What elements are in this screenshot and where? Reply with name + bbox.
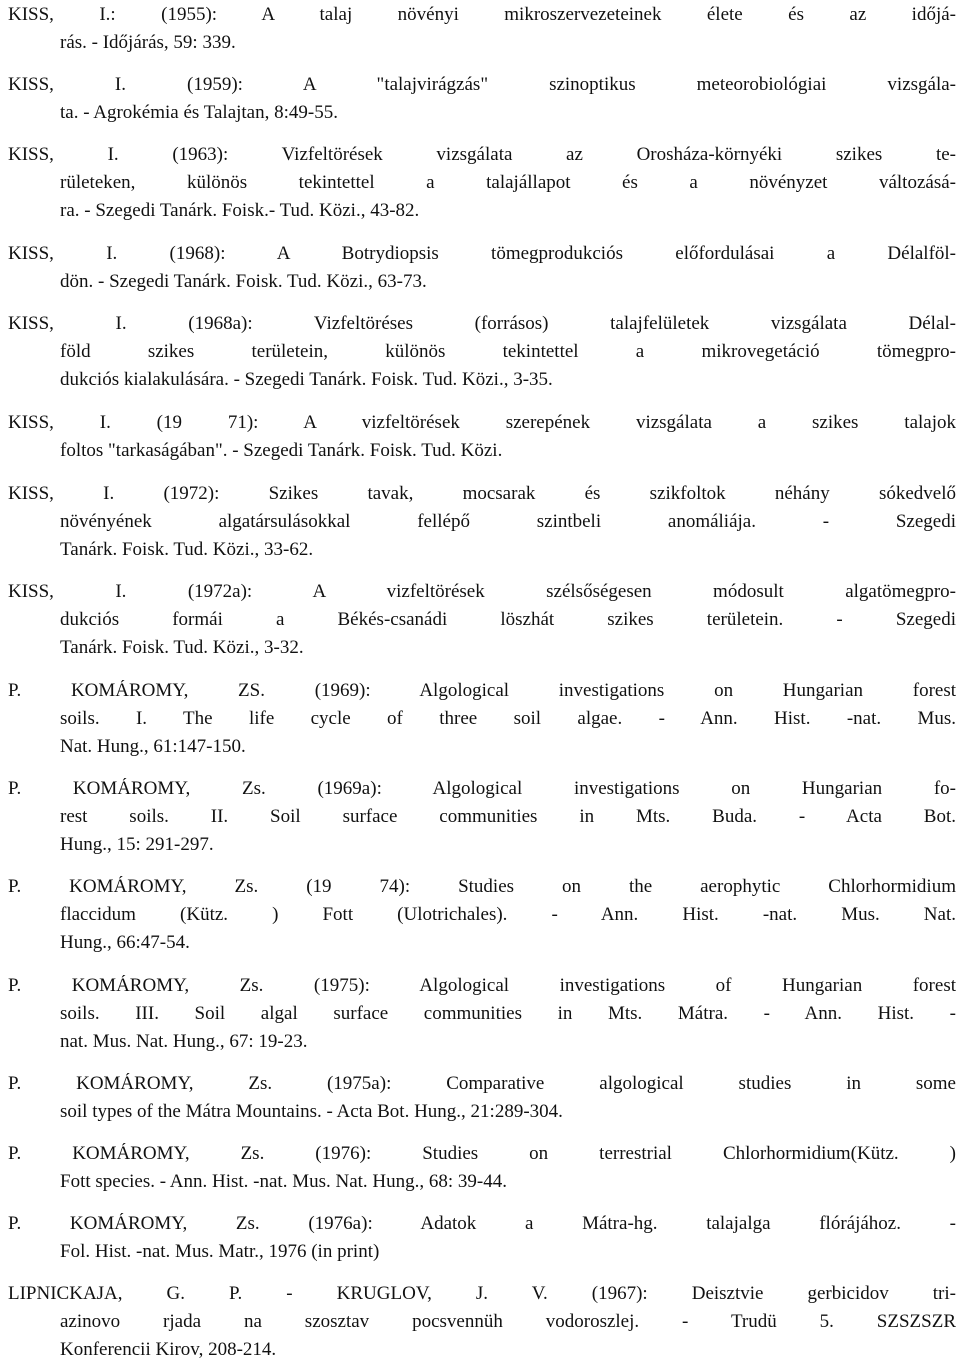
reference-line: rest soils. II. Soil surface communities in Mts. Buda. - Acta Bot. bbox=[60, 806, 956, 827]
reference-line: Konferencii Kirov, 208-214. bbox=[60, 1339, 277, 1360]
reference-line: nat. Mus. Nat. Hung., 67: 19-23. bbox=[60, 1031, 308, 1052]
reference-line: P. KOMÁROMY, ZS. (1969): Algological investigations on Hungarian forest bbox=[8, 680, 956, 701]
reference-line: rületeken, különös tekintettel a talajállapot és a növényzet változásá- bbox=[60, 172, 956, 193]
reference-line: P. KOMÁROMY, Zs. (1969a): Algological investigations on Hungarian fo- bbox=[8, 778, 956, 799]
reference-line: KISS, I. (19 71): A vizfeltörések szerepének vizsgálata a szikes talajok bbox=[8, 412, 956, 433]
reference-line: flaccidum (Kütz. ) Fott (Ulotrichales). - Ann. Hist. -nat. Mus. Nat. bbox=[60, 904, 956, 925]
reference-line: KISS, I. (1972a): A vizfeltörések szélsőségesen módosult algatömegpro- bbox=[8, 581, 956, 602]
reference-line: KISS, I.: (1955): A talaj növényi mikroszervezeteinek élete és az időjá- bbox=[8, 4, 956, 25]
reference-line: föld szikes területein, különös tekintettel a mikrovegetáció tömegpro- bbox=[60, 341, 956, 362]
reference-line: Fott species. - Ann. Hist. -nat. Mus. Nat. Hung., 68: 39-44. bbox=[60, 1171, 508, 1192]
reference-line: Hung., 15: 291-297. bbox=[60, 834, 214, 855]
reference-line: KISS, I. (1972): Szikes tavak, mocsarak és szikfoltok néhány sókedvelő bbox=[8, 483, 956, 504]
reference-line: KISS, I. (1968a): Vizfeltöréses (forrásos) talajfelületek vizsgálata Délal- bbox=[8, 313, 956, 334]
reference-line: P. KOMÁROMY, Zs. (1975): Algological investigations of Hungarian forest bbox=[8, 975, 956, 996]
reference-line: KISS, I. (1959): A "talajvirágzás" szinoptikus meteorobiológiai vizsgála- bbox=[8, 74, 956, 95]
reference-line: foltos "tarkaságában". - Szegedi Tanárk. Foisk. Tud. Közi. bbox=[60, 440, 503, 461]
reference-line: P. KOMÁROMY, Zs. (1975a): Comparative algological studies in some bbox=[8, 1073, 956, 1094]
reference-line: Nat. Hung., 61:147-150. bbox=[60, 736, 246, 757]
reference-line: P. KOMÁROMY, Zs. (1976): Studies on terrestrial Chlorhormidium(Kütz. ) bbox=[8, 1143, 956, 1164]
reference-line: rás. - Időjárás, 59: 339. bbox=[60, 32, 236, 53]
reference-line: dön. - Szegedi Tanárk. Foisk. Tud. Közi., 63-73. bbox=[60, 271, 427, 292]
reference-line: KISS, I. (1963): Vizfeltörések vizsgálata az Orosháza-környéki szikes te- bbox=[8, 144, 956, 165]
reference-line: Hung., 66:47-54. bbox=[60, 932, 190, 953]
reference-line: növényének algatársulásokkal fellépő szintbeli anomáliája. - Szegedi bbox=[60, 511, 956, 532]
reference-line: dukciós formái a Békés-csanádi löszhát szikes területein. - Szegedi bbox=[60, 609, 956, 630]
reference-line: Tanárk. Foisk. Tud. Közi., 3-32. bbox=[60, 637, 304, 658]
reference-line: soils. III. Soil algal surface communities in Mts. Mátra. - Ann. Hist. - bbox=[60, 1003, 956, 1024]
reference-line: dukciós kialakulására. - Szegedi Tanárk. Foisk. Tud. Közi., 3-35. bbox=[60, 369, 553, 390]
reference-line: P. KOMÁROMY, Zs. (19 74): Studies on the aerophytic Chlorhormidium bbox=[8, 876, 956, 897]
reference-line: ra. - Szegedi Tanárk. Foisk.- Tud. Közi., 43-82. bbox=[60, 200, 420, 221]
reference-line: LIPNICKAJA, G. P. - KRUGLOV, J. V. (1967): Deisztvie gerbicidov tri- bbox=[8, 1283, 956, 1304]
reference-line: Fol. Hist. -nat. Mus. Matr., 1976 (in print) bbox=[60, 1241, 380, 1262]
reference-line: azinovo rjada na szosztav pocsvennüh vodoroszlej. - Trudü 5. SZSZSZR bbox=[60, 1311, 956, 1332]
reference-line: soil types of the Mátra Mountains. - Acta Bot. Hung., 21:289-304. bbox=[60, 1101, 563, 1122]
reference-line: Tanárk. Foisk. Tud. Közi., 33-62. bbox=[60, 539, 314, 560]
reference-line: KISS, I. (1968): A Botrydiopsis tömegprodukciós előfordulásai a Délalföl- bbox=[8, 243, 956, 264]
reference-line: P. KOMÁROMY, Zs. (1976a): Adatok a Mátra-hg. talajalga flórájához. - bbox=[8, 1213, 956, 1234]
reference-line: ta. - Agrokémia és Talajtan, 8:49-55. bbox=[60, 102, 338, 123]
reference-line: soils. I. The life cycle of three soil algae. - Ann. Hist. -nat. Mus. bbox=[60, 708, 956, 729]
